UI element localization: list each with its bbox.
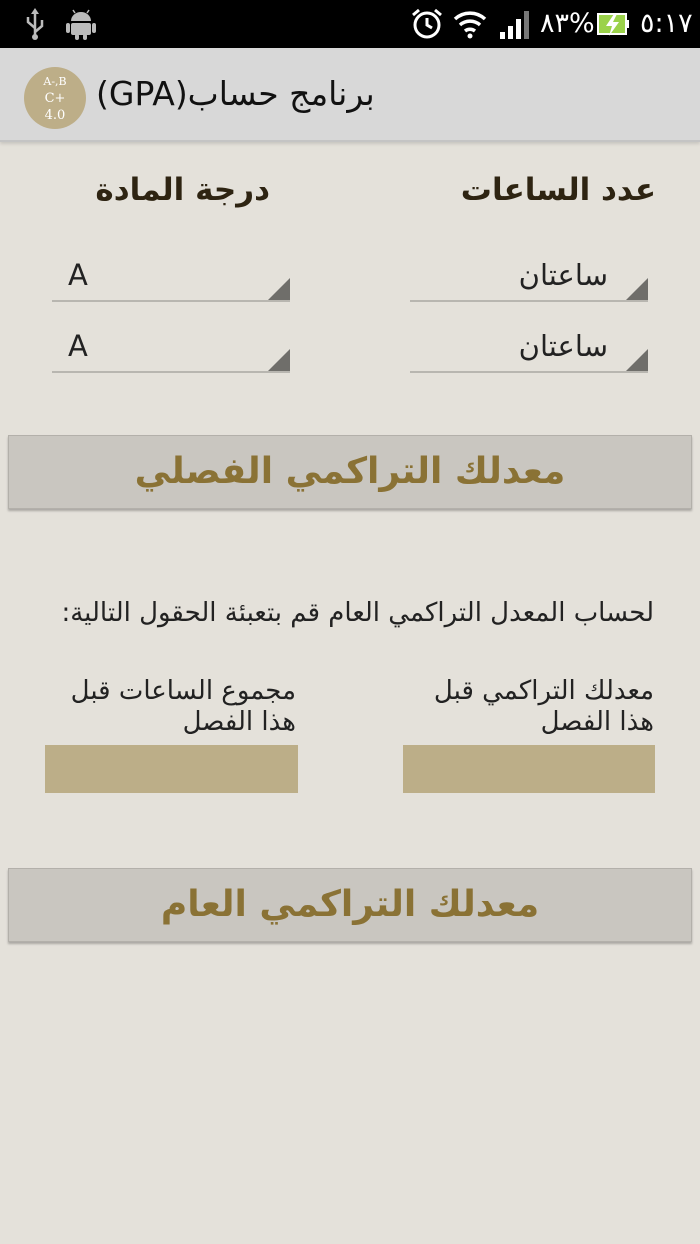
hours-before-input[interactable] bbox=[45, 745, 298, 793]
grade-spinner-2[interactable] bbox=[52, 323, 290, 373]
overall-gpa-button[interactable]: معدلك التراكمي العام bbox=[8, 868, 692, 942]
hours-before-label-line2: هذا الفصل bbox=[182, 707, 296, 737]
gpa-before-label-line2: هذا الفصل bbox=[540, 707, 654, 737]
hours-before-label-line1: مجموع الساعات قبل bbox=[70, 676, 296, 706]
grade-spinner-value: A bbox=[68, 329, 88, 363]
signal-icon bbox=[499, 10, 533, 44]
usb-icon bbox=[24, 8, 46, 44]
gpa-before-input[interactable] bbox=[403, 745, 655, 793]
clock-time: ٥:١٧ bbox=[640, 8, 693, 39]
status-bar bbox=[0, 0, 700, 48]
grade-spinner-1[interactable] bbox=[52, 252, 290, 302]
semester-gpa-button[interactable]: معدلك التراكمي الفصلي bbox=[8, 435, 692, 509]
gpa-before-label bbox=[434, 676, 654, 738]
wifi-icon bbox=[453, 9, 487, 43]
logo-line-2: C+ bbox=[44, 91, 66, 106]
battery-charging-icon bbox=[597, 10, 629, 42]
hours-before-label bbox=[71, 676, 296, 738]
hours-column-header: عدد الساعات bbox=[460, 172, 656, 208]
hours-spinner-2[interactable] bbox=[410, 323, 648, 373]
grade-column-header: درجة المادة bbox=[95, 172, 270, 208]
dropdown-triangle-icon bbox=[626, 278, 648, 300]
action-bar bbox=[0, 48, 700, 142]
app-title: برنامج حساب(GPA) bbox=[96, 74, 375, 113]
dropdown-triangle-icon bbox=[268, 278, 290, 300]
app-logo bbox=[24, 67, 86, 129]
hours-spinner-1[interactable] bbox=[410, 252, 648, 302]
logo-line-1: A-,B bbox=[43, 75, 67, 88]
gpa-before-label-line1: معدلك التراكمي قبل bbox=[433, 676, 654, 706]
alarm-icon bbox=[410, 7, 444, 45]
hours-spinner-value: ساعتان bbox=[518, 329, 608, 363]
cumulative-instructions: لحساب المعدل التراكمي العام قم بتعبئة الحقول التالية: bbox=[61, 598, 654, 628]
hours-spinner-value: ساعتان bbox=[518, 258, 608, 292]
battery-percent: ٨٣% bbox=[540, 8, 595, 39]
android-icon bbox=[66, 8, 96, 44]
dropdown-triangle-icon bbox=[268, 349, 290, 371]
grade-spinner-value: A bbox=[68, 258, 88, 292]
dropdown-triangle-icon bbox=[626, 349, 648, 371]
logo-line-3: 4.0 bbox=[44, 108, 66, 123]
